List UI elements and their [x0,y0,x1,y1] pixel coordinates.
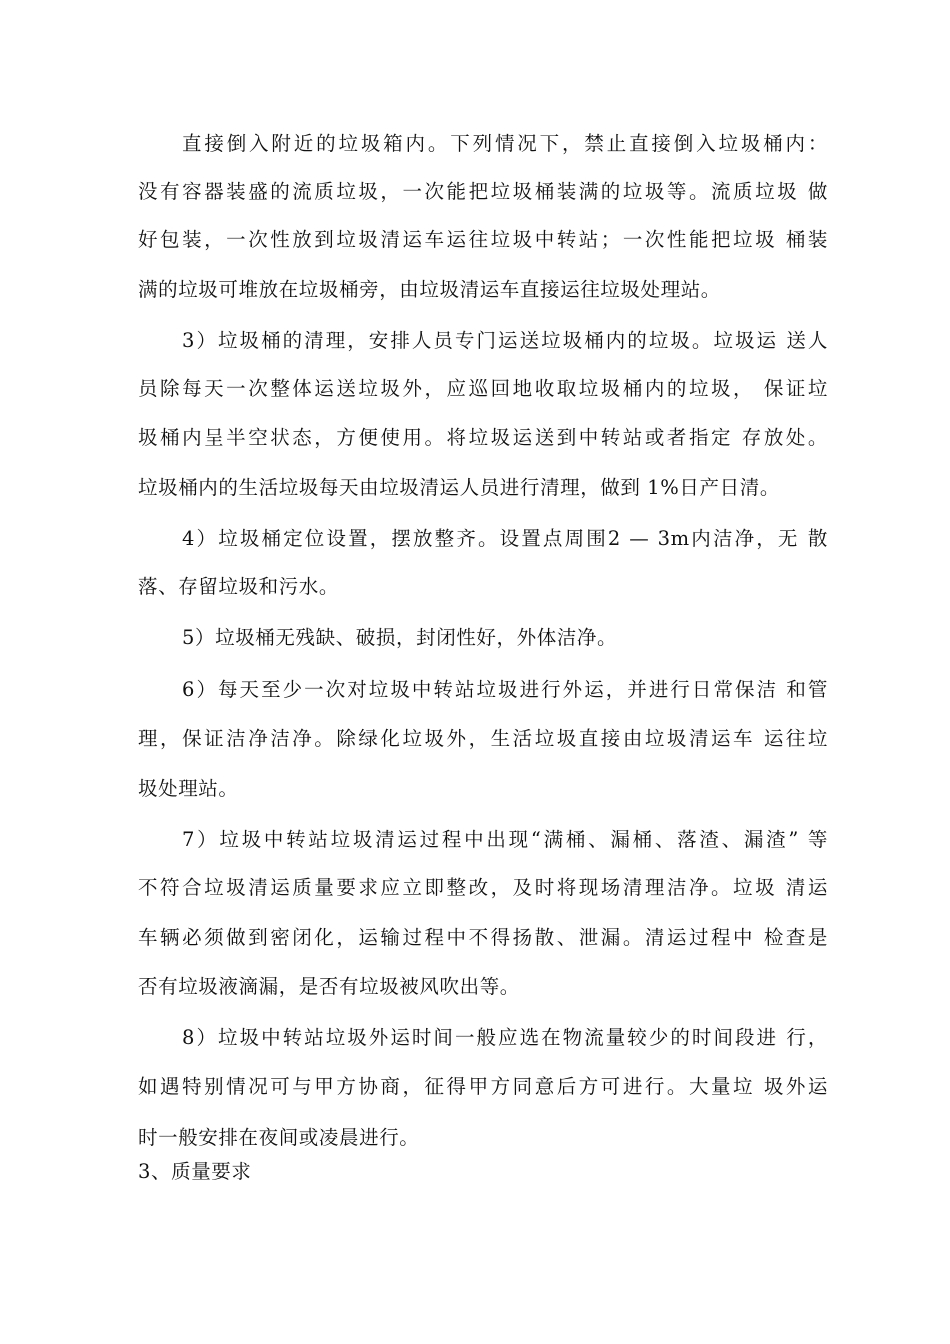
text-line: 时一般安排在夜间或凌晨进行。 [138,1126,420,1149]
text-line: 圾桶内呈半空状态，方便使用。将垃圾运送到中转站或者指定 存放处。 [138,426,828,449]
text-line: 员除每天一次整体运送垃圾外，应巡回地收取垃圾桶内的垃圾， 保证垃 [138,377,828,400]
text-line: 5）垃圾桶无残缺、破损，封闭性好，外体洁净。 [182,626,618,649]
text-line: 满的垃圾可堆放在垃圾桶旁，由垃圾清运车直接运往垃圾处理站。 [138,278,721,301]
text-line: 没有容器装盛的流质垃圾，一次能把垃圾桶装满的垃圾等。流质垃圾 做 [138,180,828,203]
section-heading: 3、质量要求 [138,1160,252,1183]
text-line: 垃圾桶内的生活垃圾每天由垃圾清运人员进行清理，做到 1%日产日清。 [138,476,780,499]
text-line: 6）每天至少一次对垃圾中转站垃圾进行外运，并进行日常保洁 和管 [182,678,828,701]
text-line: 8）垃圾中转站垃圾外运时间一般应选在物流量较少的时间段进 行， [182,1026,828,1049]
text-line: 7）垃圾中转站垃圾清运过程中出现“满桶、漏桶、落渣、漏渣” 等 [182,828,828,851]
text-line: 否有垃圾液滴漏，是否有垃圾被风吹出等。 [138,975,520,998]
text-line: 如遇特别情况可与甲方协商，征得甲方同意后方可进行。大量垃 圾外运 [138,1075,828,1098]
text-line: 理，保证洁净洁净。除绿化垃圾外，生活垃圾直接由垃圾清运车 运往垃 [138,727,828,750]
text-line: 不符合垃圾清运质量要求应立即整改，及时将现场清理洁净。垃圾 清运 [138,876,828,899]
text-line: 落、存留垃圾和污水。 [138,575,340,598]
text-line: 圾处理站。 [138,777,239,800]
text-line: 4）垃圾桶定位设置，摆放整齐。设置点周围2 — 3m内洁净，无 散 [182,527,828,550]
text-line: 车辆必须做到密闭化，运输过程中不得扬散、泄漏。清运过程中 检查是 [138,926,828,949]
text-line: 直接倒入附近的垃圾箱内。下列情况下，禁止直接倒入垃圾桶内： [182,132,828,155]
text-line: 3）垃圾桶的清理，安排人员专门运送垃圾桶内的垃圾。垃圾运 送人 [182,329,828,352]
text-line: 好包装，一次性放到垃圾清运车运往垃圾中转站；一次性能把垃圾 桶装 [138,228,828,251]
